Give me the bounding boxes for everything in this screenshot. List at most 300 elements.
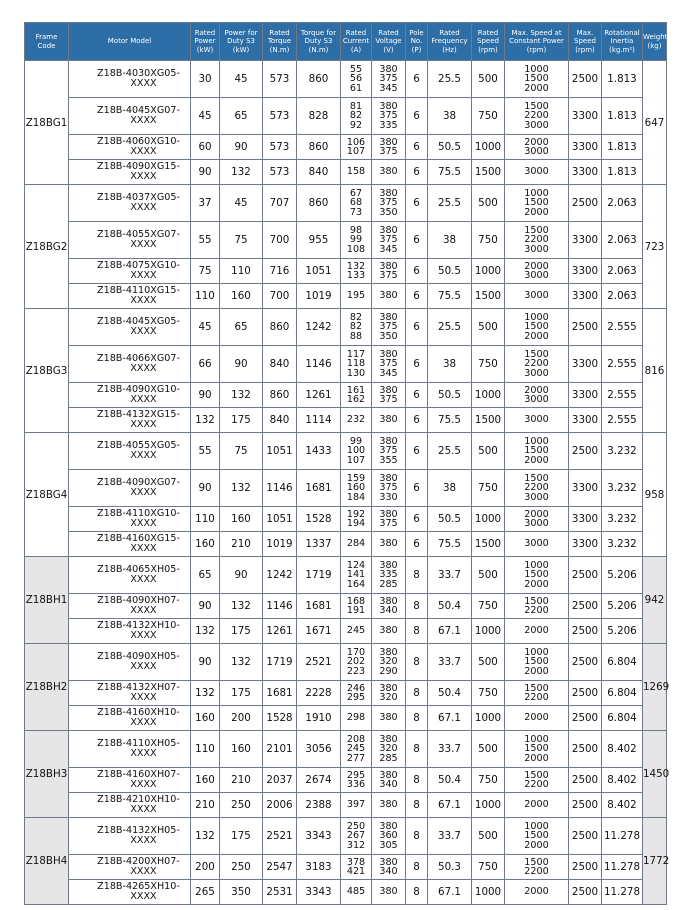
rated-voltage-cell-line: 380 [379,64,398,76]
rated-voltage-cell-line: 380 [379,101,398,113]
rated-voltage-cell-line: 375 [379,234,398,246]
rated-current-cell-line: 245 [346,743,366,755]
header-weight [643,23,667,61]
rated-current-cell [341,259,372,284]
rated-voltage-cell-line: 380 [379,384,398,396]
power-duty-s3-cell: 65 [220,309,263,346]
max-speed-cell: 2500 [569,557,602,594]
motor-model-line: Z18B-4265XH10- [97,881,180,892]
pole-no-cell: 8 [406,880,428,905]
max-speed-constant-power-cell-line: 2000 [524,799,549,811]
rated-voltage-cell-line: 340 [379,779,398,790]
rated-torque-cell: 573 [263,135,297,160]
table-row [25,185,667,222]
rated-current-cell [341,160,372,185]
rated-frequency-cell: 50.5 [428,507,472,532]
header-line: Rated [194,28,216,37]
max-speed-constant-power-cell-line: 3000 [524,491,549,503]
power-duty-s3-cell: 90 [220,557,263,594]
rated-frequency-cell: 50.4 [428,681,472,706]
max-speed-constant-power-cell-line: 2200 [524,779,549,790]
rated-current-cell-line: 421 [346,866,366,877]
rated-current-cell-line: 107 [346,146,366,157]
max-speed-constant-power-cell [505,619,569,644]
header-line: Current [342,37,370,46]
rated-speed-cell: 1000 [472,383,505,408]
header-line: Rated [439,28,460,37]
max-speed-cell: 3300 [569,346,602,383]
motor-model-cell [69,855,191,880]
pole-no-cell: 6 [406,259,428,284]
rated-torque-cell: 700 [263,222,297,259]
header-line: Max. [576,28,594,37]
power-duty-s3-cell: 65 [220,98,263,135]
rated-voltage-cell [372,383,406,408]
power-duty-s3-cell: 75 [220,433,263,470]
header-frame-code [25,23,69,61]
rated-speed-cell: 750 [472,594,505,619]
torque-duty-s3-cell: 860 [297,135,341,160]
rated-torque-cell: 2037 [263,768,297,793]
rated-torque-cell: 1146 [263,470,297,507]
max-speed-constant-power-cell [505,259,569,284]
rated-torque-cell: 2547 [263,855,297,880]
motor-model-line: Z18B-4132XH07- [97,682,180,693]
torque-duty-s3-cell: 2228 [297,681,341,706]
rated-voltage-cell-line: 380 [379,312,398,324]
rated-voltage-cell [372,793,406,818]
rated-power-cell: 210 [191,793,220,818]
motor-model-line: XXXX [130,450,157,461]
motor-model-line: Z18B-4160XH07- [97,769,180,780]
rated-current-cell-line: 250 [346,821,366,833]
rated-current-cell-line: 98 [349,225,363,237]
pole-no-cell: 6 [406,470,428,507]
max-speed-constant-power-cell-line: 2000 [524,454,549,466]
motor-model-line: Z18B-4200XH07- [97,856,180,867]
rated-voltage-cell-line: 380 [379,769,398,781]
frame-code-cell: Z18BG2 [25,185,69,309]
rated-voltage-cell-line: 380 [379,712,398,724]
motor-model-cell [69,383,191,408]
rated-current-cell-line: 99 [349,436,363,448]
motor-model-cell [69,433,191,470]
rated-power-cell: 132 [191,818,220,855]
motor-model-cell [69,185,191,222]
rated-voltage-cell-line: 320 [379,656,398,668]
max-speed-constant-power-cell-line: 1500 [524,473,549,485]
rated-current-cell-line: 336 [346,779,366,790]
rated-voltage-cell-line: 285 [379,752,398,764]
rated-voltage-cell-line: 375 [379,270,398,281]
pole-no-cell: 6 [406,309,428,346]
rated-voltage-cell [372,160,406,185]
motor-model-cell [69,61,191,98]
max-speed-constant-power-cell [505,408,569,433]
rotational-inertia-cell: 2.063 [602,222,643,259]
header-max-speed-constant-power [505,23,569,61]
motor-model-line: XXXX [130,363,157,374]
power-duty-s3-cell: 45 [220,61,263,98]
rated-current-cell-line: 397 [346,799,366,811]
rated-voltage-cell-line: 380 [379,595,398,607]
rated-voltage-cell-line: 285 [379,578,398,590]
max-speed-constant-power-cell [505,706,569,731]
power-duty-s3-cell: 175 [220,408,263,433]
rated-power-cell: 60 [191,135,220,160]
header-rated-power [191,23,220,61]
header-line: (P) [411,45,422,54]
header-line: (kW) [232,45,250,54]
rated-current-cell [341,408,372,433]
rotational-inertia-cell: 1.813 [602,98,643,135]
motor-model-line: Z18B-4110XH05- [97,738,180,749]
header-line: Rotational [604,28,640,37]
max-speed-constant-power-cell [505,681,569,706]
torque-duty-s3-cell: 1261 [297,383,341,408]
rated-voltage-cell [372,284,406,309]
header-line: (N.m) [308,45,329,54]
max-speed-constant-power-cell-line: 2000 [524,82,549,94]
rotational-inertia-cell: 5.206 [602,594,643,619]
motor-model-line: Z18B-4037XG05- [97,192,180,203]
max-speed-constant-power-cell-line: 2000 [524,508,549,520]
torque-duty-s3-cell: 1671 [297,619,341,644]
max-speed-cell: 2500 [569,855,602,880]
rated-voltage-cell [372,408,406,433]
rated-voltage-cell-line: 375 [379,110,398,122]
rated-voltage-cell-line: 290 [379,665,398,677]
rated-voltage-cell [372,594,406,619]
rotational-inertia-cell: 8.402 [602,793,643,818]
rated-power-cell: 132 [191,681,220,706]
motor-model-cell [69,557,191,594]
rated-power-cell: 110 [191,507,220,532]
rated-current-cell [341,619,372,644]
motor-model-line: XXXX [130,419,157,430]
rotational-inertia-cell: 8.402 [602,731,643,768]
rated-speed-cell: 750 [472,346,505,383]
motor-model-line: XXXX [130,717,157,728]
rated-voltage-cell [372,731,406,768]
power-duty-s3-cell: 132 [220,594,263,619]
rated-power-cell: 75 [191,259,220,284]
frame-code-cell: Z18BG4 [25,433,69,557]
rated-speed-cell: 500 [472,731,505,768]
pole-no-cell: 6 [406,433,428,470]
rated-speed-cell: 750 [472,222,505,259]
rated-speed-cell: 1500 [472,160,505,185]
rated-voltage-cell [372,433,406,470]
header-line: (V) [383,45,394,54]
header-line: Code [37,41,56,50]
header-power-duty-s3 [220,23,263,61]
motor-model-cell [69,731,191,768]
rated-voltage-cell [372,507,406,532]
rated-torque-cell: 1261 [263,619,297,644]
rated-current-cell-line: 223 [346,665,366,677]
max-speed-constant-power-cell-line: 1500 [524,595,549,607]
torque-duty-s3-cell: 1051 [297,259,341,284]
table-row [25,98,667,135]
header-rated-voltage [372,23,406,61]
table-row [25,855,667,880]
rated-voltage-cell-line: 380 [379,188,398,200]
weight-cell: 647 [643,61,667,185]
motor-model-line: XXXX [130,661,157,672]
rated-voltage-cell-line: 380 [379,734,398,746]
power-duty-s3-cell: 175 [220,681,263,706]
weight-cell: 723 [643,185,667,309]
rated-speed-cell: 750 [472,98,505,135]
rated-frequency-cell: 75.5 [428,532,472,557]
rated-current-cell [341,507,372,532]
table-row [25,818,667,855]
frame-code-cell: Z18BH3 [25,731,69,818]
rotational-inertia-cell: 8.402 [602,768,643,793]
max-speed-constant-power-cell [505,98,569,135]
rated-current-cell-line: 192 [346,508,366,520]
rated-frequency-cell: 50.5 [428,135,472,160]
torque-duty-s3-cell: 840 [297,160,341,185]
rated-voltage-cell-line: 380 [379,136,398,148]
power-duty-s3-cell: 160 [220,284,263,309]
max-speed-cell: 2500 [569,768,602,793]
max-speed-constant-power-cell-line: 1500 [524,743,549,755]
max-speed-constant-power-cell-line: 3000 [524,290,549,302]
motor-model-line: XXXX [130,295,157,306]
rated-voltage-cell-line: 360 [379,830,398,842]
rated-voltage-cell-line: 375 [379,146,398,157]
rotational-inertia-cell: 1.813 [602,160,643,185]
rotational-inertia-cell: 3.232 [602,507,643,532]
rated-current-cell [341,284,372,309]
rated-current-cell [341,222,372,259]
motor-model-cell [69,644,191,681]
rated-current-cell-line: 118 [346,358,366,370]
rated-current-cell-line: 100 [346,445,366,457]
motor-model-line: Z18B-4065XH05- [97,564,180,575]
rated-voltage-cell-line: 380 [379,886,398,898]
header-line: (A) [350,45,362,54]
max-speed-constant-power-cell-line: 1500 [524,321,549,333]
rated-torque-cell: 840 [263,346,297,383]
rated-voltage-cell [372,768,406,793]
rated-voltage-cell-line: 345 [379,243,398,255]
table-row [25,222,667,259]
rated-current-cell [341,644,372,681]
rated-voltage-cell [372,185,406,222]
max-speed-cell: 3300 [569,222,602,259]
torque-duty-s3-cell: 1019 [297,284,341,309]
rated-power-cell: 160 [191,532,220,557]
frame-code-cell: Z18BH2 [25,644,69,731]
power-duty-s3-cell: 160 [220,731,263,768]
max-speed-constant-power-cell-line: 3000 [524,146,549,157]
pole-no-cell: 6 [406,507,428,532]
rated-voltage-cell [372,470,406,507]
pole-no-cell: 6 [406,346,428,383]
max-speed-constant-power-cell [505,346,569,383]
power-duty-s3-cell: 45 [220,185,263,222]
rated-voltage-cell [372,135,406,160]
rated-speed-cell: 750 [472,470,505,507]
torque-duty-s3-cell: 3183 [297,855,341,880]
rated-current-cell-line: 184 [346,491,366,503]
header-line: Rated [345,28,367,37]
rated-current-cell-line: 232 [346,414,366,426]
max-speed-cell: 3300 [569,259,602,284]
max-speed-constant-power-cell-line: 1500 [524,445,549,457]
rated-frequency-cell: 50.5 [428,259,472,284]
rated-speed-cell: 500 [472,557,505,594]
motor-model-line: Z18B-4055XG07- [97,229,180,240]
rated-power-cell: 45 [191,309,220,346]
header-line: (rpm) [575,45,595,54]
rated-current-cell-line: 117 [346,349,366,361]
rated-voltage-cell-line: 375 [379,197,398,209]
motor-model-line: Z18B-4090XG07- [97,477,180,488]
max-speed-cell: 2500 [569,731,602,768]
rotational-inertia-cell: 2.063 [602,284,643,309]
rated-current-cell-line: 82 [349,312,363,324]
max-speed-cell: 3300 [569,98,602,135]
header-line: (rpm) [526,45,547,54]
table-row [25,880,667,905]
rated-torque-cell: 1051 [263,433,297,470]
rated-current-cell [341,706,372,731]
max-speed-constant-power-cell-line: 1500 [524,349,549,361]
rated-torque-cell: 2521 [263,818,297,855]
max-speed-constant-power-cell-line: 1000 [524,821,549,833]
rated-frequency-cell: 75.5 [428,284,472,309]
motor-model-line: Z18B-4045XG07- [97,105,180,116]
rotational-inertia-cell: 2.063 [602,259,643,284]
torque-duty-s3-cell: 860 [297,61,341,98]
motor-model-line: Z18B-4060XG10- [97,136,180,147]
rated-power-cell: 132 [191,408,220,433]
header-max-speed [569,23,602,61]
rated-current-cell-line: 208 [346,734,366,746]
torque-duty-s3-cell: 1242 [297,309,341,346]
header-rated-speed [472,23,505,61]
rated-speed-cell: 750 [472,855,505,880]
max-speed-cell: 2500 [569,61,602,98]
torque-duty-s3-cell: 955 [297,222,341,259]
max-speed-cell: 3300 [569,383,602,408]
rated-power-cell: 90 [191,383,220,408]
rated-speed-cell: 500 [472,61,505,98]
max-speed-constant-power-cell [505,470,569,507]
rated-speed-cell: 750 [472,681,505,706]
table-row [25,61,667,98]
rated-current-cell [341,433,372,470]
table-row [25,532,667,557]
header-line: Rated [477,28,499,37]
rated-torque-cell: 573 [263,98,297,135]
rated-current-cell-line: 124 [346,560,366,572]
motor-model-cell [69,259,191,284]
rated-torque-cell: 860 [263,309,297,346]
rated-current-cell [341,731,372,768]
rated-frequency-cell: 25.5 [428,61,472,98]
rated-current-cell-line: 161 [346,384,366,396]
header-line: Voltage [375,37,402,46]
rated-power-cell: 45 [191,98,220,135]
rated-torque-cell: 1528 [263,706,297,731]
max-speed-constant-power-cell-line: 1500 [524,856,549,868]
rated-voltage-cell [372,706,406,731]
rated-power-cell: 66 [191,346,220,383]
rated-power-cell: 55 [191,222,220,259]
max-speed-cell: 2500 [569,433,602,470]
motor-model-line: Z18B-4110XG15- [97,285,180,296]
rotational-inertia-cell: 3.232 [602,470,643,507]
max-speed-constant-power-cell-line: 2000 [524,578,549,590]
power-duty-s3-cell: 160 [220,507,263,532]
weight-cell: 1450 [643,731,667,818]
rated-power-cell: 30 [191,61,220,98]
rated-frequency-cell: 38 [428,346,472,383]
rated-voltage-cell-line: 320 [379,743,398,755]
rated-current-cell-line: 68 [349,197,363,209]
rated-torque-cell: 840 [263,408,297,433]
rated-voltage-cell-line: 380 [379,166,398,178]
max-speed-constant-power-cell-line: 1500 [524,656,549,668]
rated-current-cell-line: 108 [346,243,366,255]
power-duty-s3-cell: 132 [220,383,263,408]
rotational-inertia-cell: 2.063 [602,185,643,222]
header-line: Rated [378,28,399,37]
table-row [25,383,667,408]
rated-current-cell [341,61,372,98]
rated-voltage-cell-line: 340 [379,605,398,616]
header-line: Power [194,37,216,46]
rated-voltage-cell [372,644,406,681]
header-line: (Hz) [442,45,457,54]
max-speed-constant-power-cell [505,855,569,880]
max-speed-constant-power-cell-line: 1000 [524,560,549,572]
header-rated-torque [263,23,297,61]
header-line: Pole [409,28,424,37]
max-speed-constant-power-cell-line: 1500 [524,830,549,842]
rated-current-cell-line: 312 [346,839,366,851]
rated-current-cell-line: 168 [346,595,366,607]
rated-voltage-cell-line: 380 [379,436,398,448]
pole-no-cell: 6 [406,284,428,309]
weight-cell: 958 [643,433,667,557]
rated-voltage-cell [372,532,406,557]
rated-current-cell-line: 277 [346,752,366,764]
pole-no-cell: 8 [406,793,428,818]
rated-voltage-cell-line: 345 [379,367,398,379]
header-pole-no [406,23,428,61]
rated-voltage-cell [372,619,406,644]
rated-voltage-cell-line: 350 [379,206,398,218]
table-row [25,619,667,644]
max-speed-constant-power-cell-line: 2000 [524,384,549,396]
rated-voltage-cell-line: 375 [379,73,398,85]
motor-model-line: Z18B-4090XH05- [97,651,180,662]
rated-power-cell: 265 [191,880,220,905]
rated-current-cell [341,793,372,818]
motor-model-cell [69,135,191,160]
weight-cell: 1269 [643,644,667,731]
rated-frequency-cell: 38 [428,470,472,507]
header-line: Duty S3 [227,37,255,46]
rated-current-cell-line: 99 [349,234,363,246]
torque-duty-s3-cell: 3343 [297,880,341,905]
